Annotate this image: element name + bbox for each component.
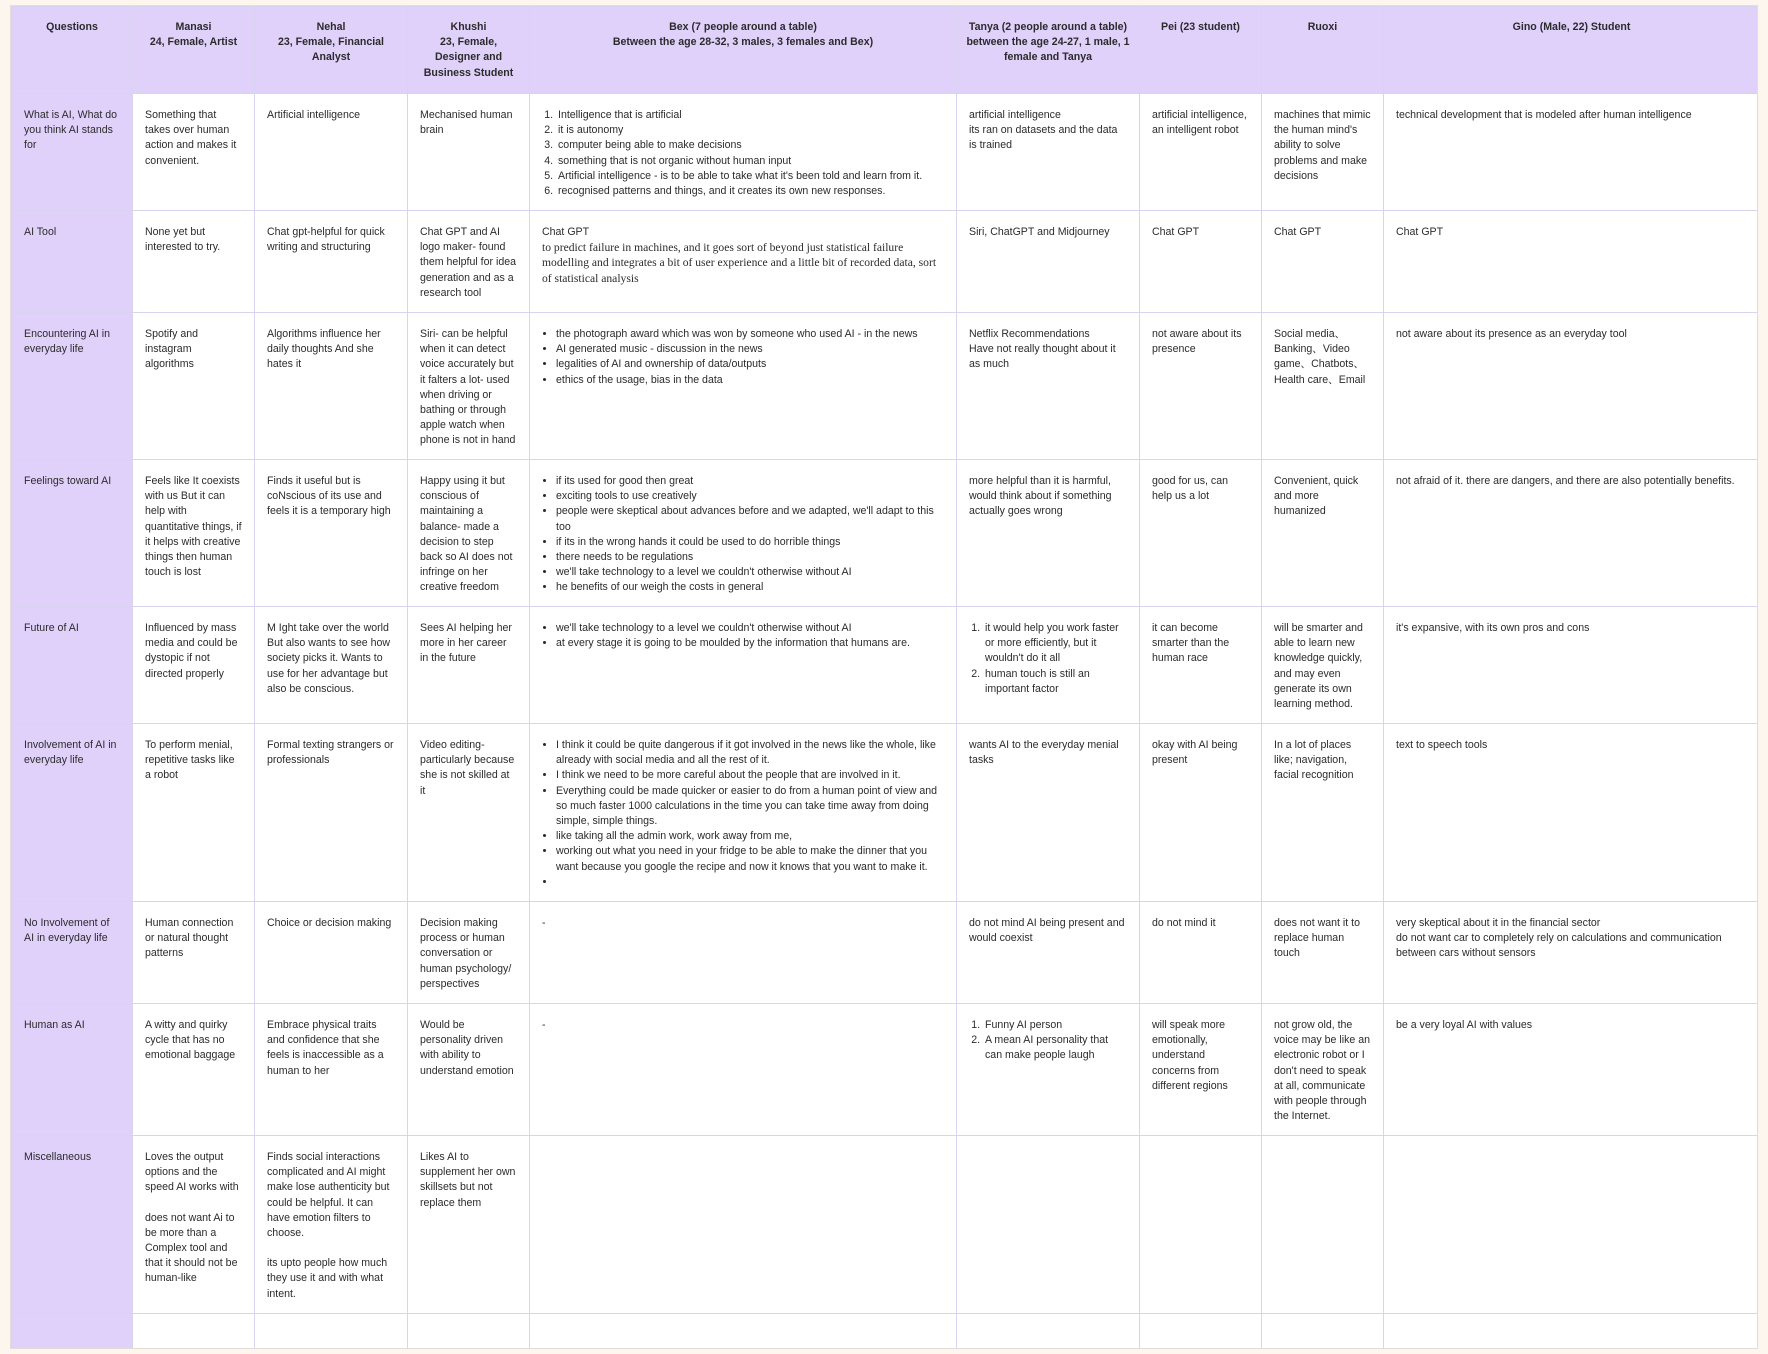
answer-text: be a very loyal AI with values: [1396, 1019, 1533, 1031]
answer-text: Decision making process or human conversation or human psychology/ perspectives: [420, 917, 512, 990]
answer-cell-nehal: [255, 724, 408, 902]
list-item: • the photograph award which was won by someone who used AI - in the news: [556, 327, 944, 342]
answer-text: Influenced by mass media and could be dystopic if not directed properly: [145, 622, 238, 680]
answer-text: Have not really thought about it as much: [969, 343, 1116, 371]
column-header-text: 23, Female, Designer and Business Student: [423, 36, 514, 79]
answer-cell-khushi: [408, 211, 530, 313]
list-item: 4. something that is not organic without human input: [556, 154, 944, 169]
column-header-questions: [12, 7, 133, 94]
answer-cell-bex: [530, 724, 957, 902]
list-item: 2. A mean AI personality that can make people laugh: [983, 1033, 1127, 1063]
answer-cell-ruoxi: [1262, 607, 1384, 724]
list-item: • he benefits of our weigh the costs in general: [556, 580, 944, 595]
answer-cell-gino: [1384, 902, 1759, 1004]
answer-text: Chat GPT: [1396, 226, 1444, 238]
answer-text: Convenient, quick and more humanized: [1274, 475, 1359, 518]
answer-cell-bex: [530, 607, 957, 724]
list-item: 2. it is autonomy: [556, 123, 944, 138]
question-label: Miscellaneous: [24, 1151, 92, 1163]
list-item: 5. Artificial intelligence - is to be able to take what it's been told and learn from it.: [556, 169, 944, 184]
answer-text: Finds social interactions complicated and AI might make lose authenticity but could be helpful. It can have emotion filters to choose.: [267, 1151, 390, 1240]
list-item: • working out what you need in your fridge to be able to make the dinner that you want because you google the recipe and now it knows that you want to make it.: [556, 844, 944, 874]
answer-text: Likes AI to supplement her own skillsets but not replace them: [420, 1151, 516, 1209]
answer-cell-tanya: [957, 1136, 1140, 1314]
answer-cell-tanya: [957, 313, 1140, 460]
answer-cell-gino: [1384, 607, 1759, 724]
table-row: [12, 902, 1759, 1004]
column-header-text: Khushi: [450, 21, 487, 33]
column-header-text: Nehal: [316, 21, 346, 33]
answer-cell-ruoxi: [1262, 94, 1384, 211]
answer-cell-gino: [1384, 460, 1759, 607]
answer-cell-gino: [1384, 1136, 1759, 1314]
question-label: What is AI, What do you think AI stands for: [24, 109, 118, 152]
list-item: 6. recognised patterns and things, and it creates its own new responses.: [556, 184, 944, 199]
answer-text: Netflix Recommendations: [969, 328, 1090, 340]
answer-cell-ruoxi: [1262, 1004, 1384, 1136]
question-cell: [12, 607, 133, 724]
answer-text: not aware about its presence: [1152, 328, 1242, 356]
answer-text: Feels like It coexists with us But it can help with quantitative things, if it helps with creative things then human touch is lost: [145, 475, 242, 579]
question-label: Human as AI: [24, 1019, 85, 1031]
answer-text: Choice or decision making: [267, 917, 392, 929]
answer-cell-tanya: [957, 724, 1140, 902]
column-header-khushi: [408, 7, 530, 94]
answer-cell-bex: [530, 313, 957, 460]
answer-cell-tanya: [957, 211, 1140, 313]
question-cell: [12, 313, 133, 460]
list-item: • I think it could be quite dangerous if it got involved in the news like the whole, like already with social media and all the rest of it.: [556, 738, 944, 768]
answer-cell-bex: [530, 1314, 957, 1350]
answer-text: Chat GPT: [1152, 226, 1200, 238]
answer-text: do not mind it: [1152, 917, 1216, 929]
answer-cell-nehal: [255, 902, 408, 1004]
answer-text: A witty and quirky cycle that has no emotional baggage: [145, 1019, 236, 1062]
table-row: [12, 724, 1759, 902]
question-cell: [12, 211, 133, 313]
answer-cell-ruoxi: [1262, 724, 1384, 902]
answer-cell-tanya: [957, 460, 1140, 607]
answer-text: will speak more emotionally, understand concerns from different regions: [1152, 1019, 1228, 1092]
answer-text: very skeptical about it in the financial sector: [1396, 917, 1601, 929]
answer-cell-ruoxi: [1262, 313, 1384, 460]
answer-text: Mechanised human brain: [420, 109, 513, 137]
answer-cell-gino: [1384, 1314, 1759, 1350]
column-header-text: Questions: [46, 21, 98, 33]
answer-cell-nehal: [255, 1136, 408, 1314]
list-item: • AI generated music - discussion in the news: [556, 342, 944, 357]
column-header-tanya: [957, 7, 1140, 94]
column-header-text: Bex (7 people around a table): [669, 21, 817, 33]
list-item: • Everything could be made quicker or easier to do from a human point of view and so much faster 1000 calculations in the time you can take time away from doing simple, simple things.: [556, 784, 944, 830]
answer-cell-khushi: [408, 607, 530, 724]
answer-cell-bex: [530, 902, 957, 1004]
answer-cell-nehal: [255, 94, 408, 211]
numbered-list: [969, 621, 1127, 697]
answer-text: In a lot of places like; navigation, facial recognition: [1274, 739, 1354, 782]
answer-cell-pei: [1140, 724, 1262, 902]
answer-cell-khushi: [408, 94, 530, 211]
list-item: • ethics of the usage, bias in the data: [556, 373, 944, 388]
list-item: • like taking all the admin work, work away from me,: [556, 829, 944, 844]
list-item: • people were skeptical about advances before and we adapted, we'll adapt to this too: [556, 504, 944, 534]
list-item: • we'll take technology to a level we couldn't otherwise without AI: [556, 621, 944, 636]
answer-text: Sees AI helping her more in her career in the future: [420, 622, 512, 665]
list-item: • if its used for good then great: [556, 474, 944, 489]
answer-text: Embrace physical traits and confidence that she feels is inaccessible as a human to her: [267, 1019, 384, 1077]
table-row: [12, 460, 1759, 607]
list-item: • at every stage it is going to be moulded by the information that humans are.: [556, 636, 944, 651]
list-item: 3. computer being able to make decisions: [556, 138, 944, 153]
answer-cell-tanya: [957, 1004, 1140, 1136]
answer-text: Something that takes over human action and makes it convenient.: [145, 109, 237, 167]
answer-text: Chat GPT and AI logo maker- found them helpful for idea generation and as a research tool: [420, 226, 516, 299]
answer-text: -: [542, 1019, 546, 1031]
answer-cell-pei: [1140, 902, 1262, 1004]
bullet-list: [542, 474, 944, 596]
answer-text: technical development that is modeled after human intelligence: [1396, 109, 1692, 121]
answer-cell-manasi: [133, 1004, 255, 1136]
answer-cell-pei: [1140, 1004, 1262, 1136]
answer-cell-bex: [530, 1136, 957, 1314]
bullet-list: [542, 738, 944, 890]
answer-cell-bex: [530, 94, 957, 211]
answer-cell-khushi: [408, 1004, 530, 1136]
column-header-text: Gino (Male, 22) Student: [1512, 21, 1631, 33]
answer-cell-tanya: [957, 902, 1140, 1004]
answer-cell-gino: [1384, 313, 1759, 460]
answer-cell-nehal: [255, 1314, 408, 1350]
answer-cell-khushi: [408, 902, 530, 1004]
answer-cell-ruoxi: [1262, 460, 1384, 607]
answer-text: do not want car to completely rely on calculations and communication between cars without sensors: [1396, 932, 1722, 960]
answer-text: Siri- can be helpful when it can detect voice accurately but it falters a lot- used when driving or bathing or through apple watch when phone is not in hand: [420, 328, 516, 447]
answer-text: Chat GPT: [1274, 226, 1322, 238]
answer-text: Human connection or natural thought patterns: [145, 917, 234, 960]
question-label: Feelings toward AI: [24, 475, 112, 487]
answer-text: artificial intelligence: [969, 109, 1061, 121]
answer-text: Loves the output options and the speed AI works with: [145, 1151, 239, 1194]
answer-cell-manasi: [133, 902, 255, 1004]
question-cell: [12, 94, 133, 211]
answer-text: M Ight take over the world But also wants to see how society picks it. Wants to use for her advantage but also be conscious.: [267, 622, 391, 695]
answer-cell-ruoxi: [1262, 1314, 1384, 1350]
answer-cell-khushi: [408, 1314, 530, 1350]
column-header-text: Tanya (2 people around a table) between the age 24-27, 1 male, 1 female and Tanya: [966, 21, 1130, 64]
answer-cell-pei: [1140, 211, 1262, 313]
answer-text: not grow old, the voice may be like an electronic robot or I don't need to speak at all, communicate with people through the Internet.: [1274, 1019, 1370, 1123]
answer-text: To perform menial, repetitive tasks like a robot: [145, 739, 235, 782]
answer-text: [267, 1241, 395, 1256]
question-label: Future of AI: [24, 622, 79, 634]
answer-cell-ruoxi: [1262, 902, 1384, 1004]
answer-text: Chat GPT: [542, 226, 590, 238]
interview-matrix-table: [11, 6, 1758, 1349]
question-cell: [12, 1004, 133, 1136]
answer-cell-ruoxi: [1262, 211, 1384, 313]
answer-cell-pei: [1140, 1136, 1262, 1314]
answer-text: None yet but interested to try.: [145, 226, 221, 254]
answer-text: does not want it to replace human touch: [1274, 917, 1360, 960]
column-header-bex: [530, 7, 957, 94]
question-label: Encountering AI in everyday life: [24, 328, 110, 356]
list-item: 1. Intelligence that is artificial: [556, 108, 944, 123]
question-cell: [12, 724, 133, 902]
answer-text: not aware about its presence as an everyday tool: [1396, 328, 1627, 340]
answer-text: artificial intelligence, an intelligent robot: [1152, 109, 1247, 137]
question-cell: [12, 1314, 133, 1350]
header-row: [12, 7, 1759, 94]
answer-cell-manasi: [133, 1314, 255, 1350]
research-table-board: [10, 5, 1758, 1349]
answer-text: Artificial intelligence: [267, 109, 361, 121]
answer-text: it can become smarter than the human race: [1152, 622, 1230, 665]
answer-cell-nehal: [255, 1004, 408, 1136]
answer-text: Would be personality driven with ability to understand emotion: [420, 1019, 514, 1077]
answer-text: its ran on datasets and the data is trained: [969, 124, 1118, 152]
answer-cell-gino: [1384, 94, 1759, 211]
numbered-list: [969, 1018, 1127, 1064]
bullet-list: [542, 327, 944, 388]
bullet-list: [542, 621, 944, 651]
list-item: [556, 875, 944, 890]
table-row: [12, 607, 1759, 724]
column-header-gino: [1384, 7, 1759, 94]
answer-cell-nehal: [255, 607, 408, 724]
answer-cell-nehal: [255, 313, 408, 460]
question-label: Involvement of AI in everyday life: [24, 739, 117, 767]
answer-text: do not mind AI being present and would coexist: [969, 917, 1125, 945]
question-cell: [12, 902, 133, 1004]
column-header-nehal: [255, 7, 408, 94]
answer-text: does not want Ai to be more than a Complex tool and that it should not be human-like: [145, 1211, 238, 1285]
answer-cell-ruoxi: [1262, 1136, 1384, 1314]
column-header-text: Between the age 28-32, 3 males, 3 females and Bex): [612, 36, 874, 49]
list-item: • legalities of AI and ownership of data/outputs: [556, 357, 944, 372]
answer-text: will be smarter and able to learn new knowledge quickly, and may even generate its own learning method.: [1274, 622, 1363, 711]
answer-cell-manasi: [133, 460, 255, 607]
answer-cell-tanya: [957, 1314, 1140, 1350]
answer-text: wants AI to the everyday menial tasks: [969, 739, 1119, 767]
answer-text: it's expansive, with its own pros and cons: [1396, 622, 1590, 634]
question-label: No Involvement of AI in everyday life: [24, 917, 110, 945]
column-header-text: 24, Female, Artist: [149, 36, 238, 49]
answer-text: good for us, can help us a lot: [1152, 475, 1228, 503]
column-header-text: Ruoxi: [1307, 21, 1338, 33]
column-header-text: Pei (23 student): [1161, 21, 1240, 33]
list-item: • there needs to be regulations: [556, 550, 944, 565]
answer-cell-pei: [1140, 94, 1262, 211]
answer-text: Siri, ChatGPT and Midjourney: [969, 226, 1110, 238]
answer-cell-pei: [1140, 1314, 1262, 1350]
answer-cell-manasi: [133, 607, 255, 724]
table-row: [12, 1136, 1759, 1314]
answer-text: Chat gpt-helpful for quick writing and structuring: [267, 226, 385, 254]
answer-cell-manasi: [133, 211, 255, 313]
answer-cell-bex: [530, 211, 957, 313]
answer-cell-manasi: [133, 724, 255, 902]
answer-text: Algorithms influence her daily thoughts And she hates it: [267, 328, 381, 371]
list-item: 2. human touch is still an important factor: [983, 667, 1127, 697]
answer-text: Formal texting strangers or professionals: [267, 739, 394, 767]
list-item: • we'll take technology to a level we couldn't otherwise without AI: [556, 565, 944, 580]
answer-cell-nehal: [255, 460, 408, 607]
question-cell: [12, 1136, 133, 1314]
answer-cell-khushi: [408, 1136, 530, 1314]
answer-cell-nehal: [255, 211, 408, 313]
table-row: [12, 1314, 1759, 1350]
answer-text: -: [542, 917, 546, 929]
answer-cell-pei: [1140, 460, 1262, 607]
column-header-ruoxi: [1262, 7, 1384, 94]
answer-cell-pei: [1140, 313, 1262, 460]
list-item: 1. it would help you work faster or more efficiently, but it wouldn't do it all: [983, 621, 1127, 667]
answer-text: [145, 1196, 242, 1211]
numbered-list: [542, 108, 944, 199]
answer-cell-manasi: [133, 1136, 255, 1314]
question-label: AI Tool: [24, 226, 57, 238]
list-item: • exciting tools to use creatively: [556, 489, 944, 504]
column-header-manasi: [133, 7, 255, 94]
answer-cell-khushi: [408, 313, 530, 460]
answer-text: not afraid of it. there are dangers, and there are also potentially benefits.: [1396, 475, 1735, 487]
column-header-text: 23, Female, Financial Analyst: [278, 36, 384, 64]
answer-cell-gino: [1384, 724, 1759, 902]
answer-text: text to speech tools: [1396, 739, 1488, 751]
table-row: [12, 1004, 1759, 1136]
answer-text: more helpful than it is harmful, would think about if something actually goes wrong: [969, 475, 1112, 518]
answer-cell-manasi: [133, 94, 255, 211]
table-row: [12, 313, 1759, 460]
list-item: • if its in the wrong hands it could be used to do horrible things: [556, 535, 944, 550]
answer-text: its upto people how much they use it and with what intent.: [267, 1257, 388, 1300]
answer-cell-manasi: [133, 313, 255, 460]
question-cell: [12, 460, 133, 607]
answer-cell-pei: [1140, 607, 1262, 724]
answer-text: Spotify and instagram algorithms: [145, 328, 199, 371]
answer-cell-khushi: [408, 724, 530, 902]
answer-cell-khushi: [408, 460, 530, 607]
answer-cell-gino: [1384, 1004, 1759, 1136]
list-item: 1. Funny AI person: [983, 1018, 1127, 1033]
answer-cell-tanya: [957, 607, 1140, 724]
list-item: • I think we need to be more careful about the people that are involved in it.: [556, 768, 944, 783]
answer-text: Video editing- particularly because she is not skilled at it: [420, 739, 515, 797]
answer-cell-tanya: [957, 94, 1140, 211]
answer-text: Happy using it but conscious of maintaining a balance- made a decision to step back so AI does not infringe on her creative freedom: [420, 475, 513, 594]
answer-cell-bex: [530, 1004, 957, 1136]
column-header-pei: [1140, 7, 1262, 94]
answer-text: Finds it useful but is coNscious of its use and feels it is a temporary high: [267, 475, 391, 518]
answer-cell-bex: [530, 460, 957, 607]
answer-cell-gino: [1384, 211, 1759, 313]
table-row: [12, 94, 1759, 211]
answer-text: okay with AI being present: [1152, 739, 1238, 767]
answer-text: machines that mimic the human mind's ability to solve problems and make decisions: [1274, 109, 1371, 182]
answer-text: Social media、Banking、Video game、Chatbots、Health care、Email: [1274, 328, 1366, 386]
table-row: [12, 211, 1759, 313]
answer-quote-text: to predict failure in machines, and it goes sort of beyond just statistical failure modelling and integrates a bit of user experience and a little bit of recorded data, sort of statistical analysis: [542, 241, 937, 285]
column-header-text: Manasi: [175, 21, 212, 33]
